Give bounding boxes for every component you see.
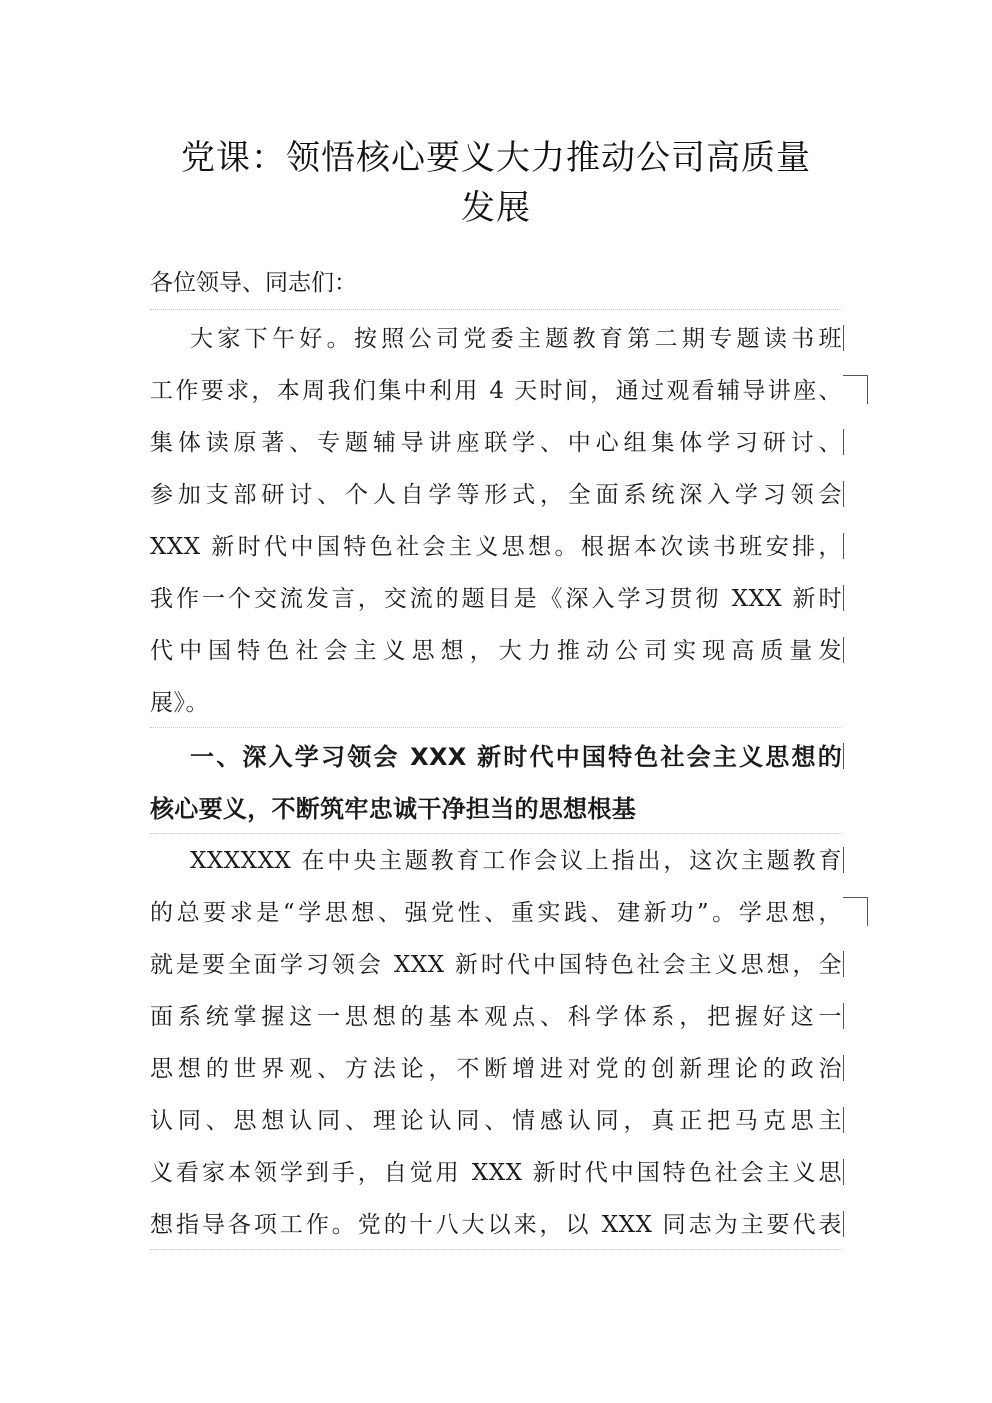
line-end-mark xyxy=(843,585,844,611)
document-title xyxy=(150,133,842,233)
paragraph-2-line: 面系统掌握这一思想的基本观点、科学体系，把握好这一 xyxy=(150,1004,842,1030)
line-end-mark xyxy=(843,951,844,977)
paragraph-2-line: XXXXXX 在中央主题教育工作会议上指出，这次主题教育 xyxy=(190,848,842,874)
paragraph-2-line: 思想的世界观、方法论，不断增进对党的创新理论的政治 xyxy=(150,1056,842,1082)
paragraph-divider xyxy=(150,833,842,834)
line-end-mark xyxy=(843,325,844,351)
margin-bracket-mark xyxy=(843,375,868,404)
section-heading-line: 核心要义，不断筑牢忠诚干净担当的思想根基 xyxy=(150,795,636,823)
line-end-mark xyxy=(843,847,844,873)
line-end-mark xyxy=(843,481,844,507)
paragraph-1-line: XXX 新时代中国特色社会主义思想。根据本次读书班安排， xyxy=(150,534,842,560)
paragraph-divider xyxy=(150,1249,842,1250)
paragraph-1-line: 我作一个交流发言，交流的题目是《深入学习贯彻 XXX 新时 xyxy=(150,586,842,612)
paragraph-2-line: 认同、思想认同、理论认同、情感认同，真正把马克思主 xyxy=(150,1108,842,1134)
paragraph-divider xyxy=(150,727,842,728)
section-heading-line: 一、深入学习领会 XXX 新时代中国特色社会主义思想的 xyxy=(190,743,842,771)
paragraph-divider xyxy=(150,309,842,310)
line-end-mark xyxy=(843,637,844,663)
title-line-1: 党课：领悟核心要义大力推动公司高质量 xyxy=(181,138,811,178)
paragraph-2-line: 义看家本领学到手，自觉用 XXX 新时代中国特色社会主义思 xyxy=(150,1160,842,1186)
line-end-mark xyxy=(843,1107,844,1133)
line-end-mark xyxy=(843,743,844,769)
line-end-mark xyxy=(843,1211,844,1237)
paragraph-1-line: 展》。 xyxy=(150,690,209,716)
line-end-mark xyxy=(843,429,844,455)
paragraph-1-line: 参加支部研讨、个人自学等形式，全面系统深入学习领会 xyxy=(150,482,842,508)
line-end-mark xyxy=(843,1003,844,1029)
paragraph-2-line: 的总要求是“学思想、强党性、重实践、建新功”。学思想， xyxy=(150,900,842,926)
paragraph-1-line: 集体读原著、专题辅导讲座联学、中心组集体学习研讨、 xyxy=(150,430,842,456)
line-end-mark xyxy=(843,533,844,559)
paragraph-1-line: 大家下午好。按照公司党委主题教育第二期专题读书班 xyxy=(190,326,842,352)
title-line-2: 发展 xyxy=(461,188,531,228)
margin-bracket-mark xyxy=(843,897,868,926)
paragraph-2-line: 就是要全面学习领会 XXX 新时代中国特色社会主义思想，全 xyxy=(150,952,842,978)
salutation: 各位领导、同志们： xyxy=(150,270,357,296)
paragraph-1-line: 代中国特色社会主义思想，大力推动公司实现高质量发 xyxy=(150,638,842,664)
paragraph-2-line: 想指导各项工作。党的十八大以来，以 XXX 同志为主要代表 xyxy=(150,1212,842,1238)
line-end-mark xyxy=(843,1159,844,1185)
line-end-mark xyxy=(843,1055,844,1081)
paragraph-1-line: 工作要求，本周我们集中利用 4 天时间，通过观看辅导讲座、 xyxy=(150,378,842,404)
